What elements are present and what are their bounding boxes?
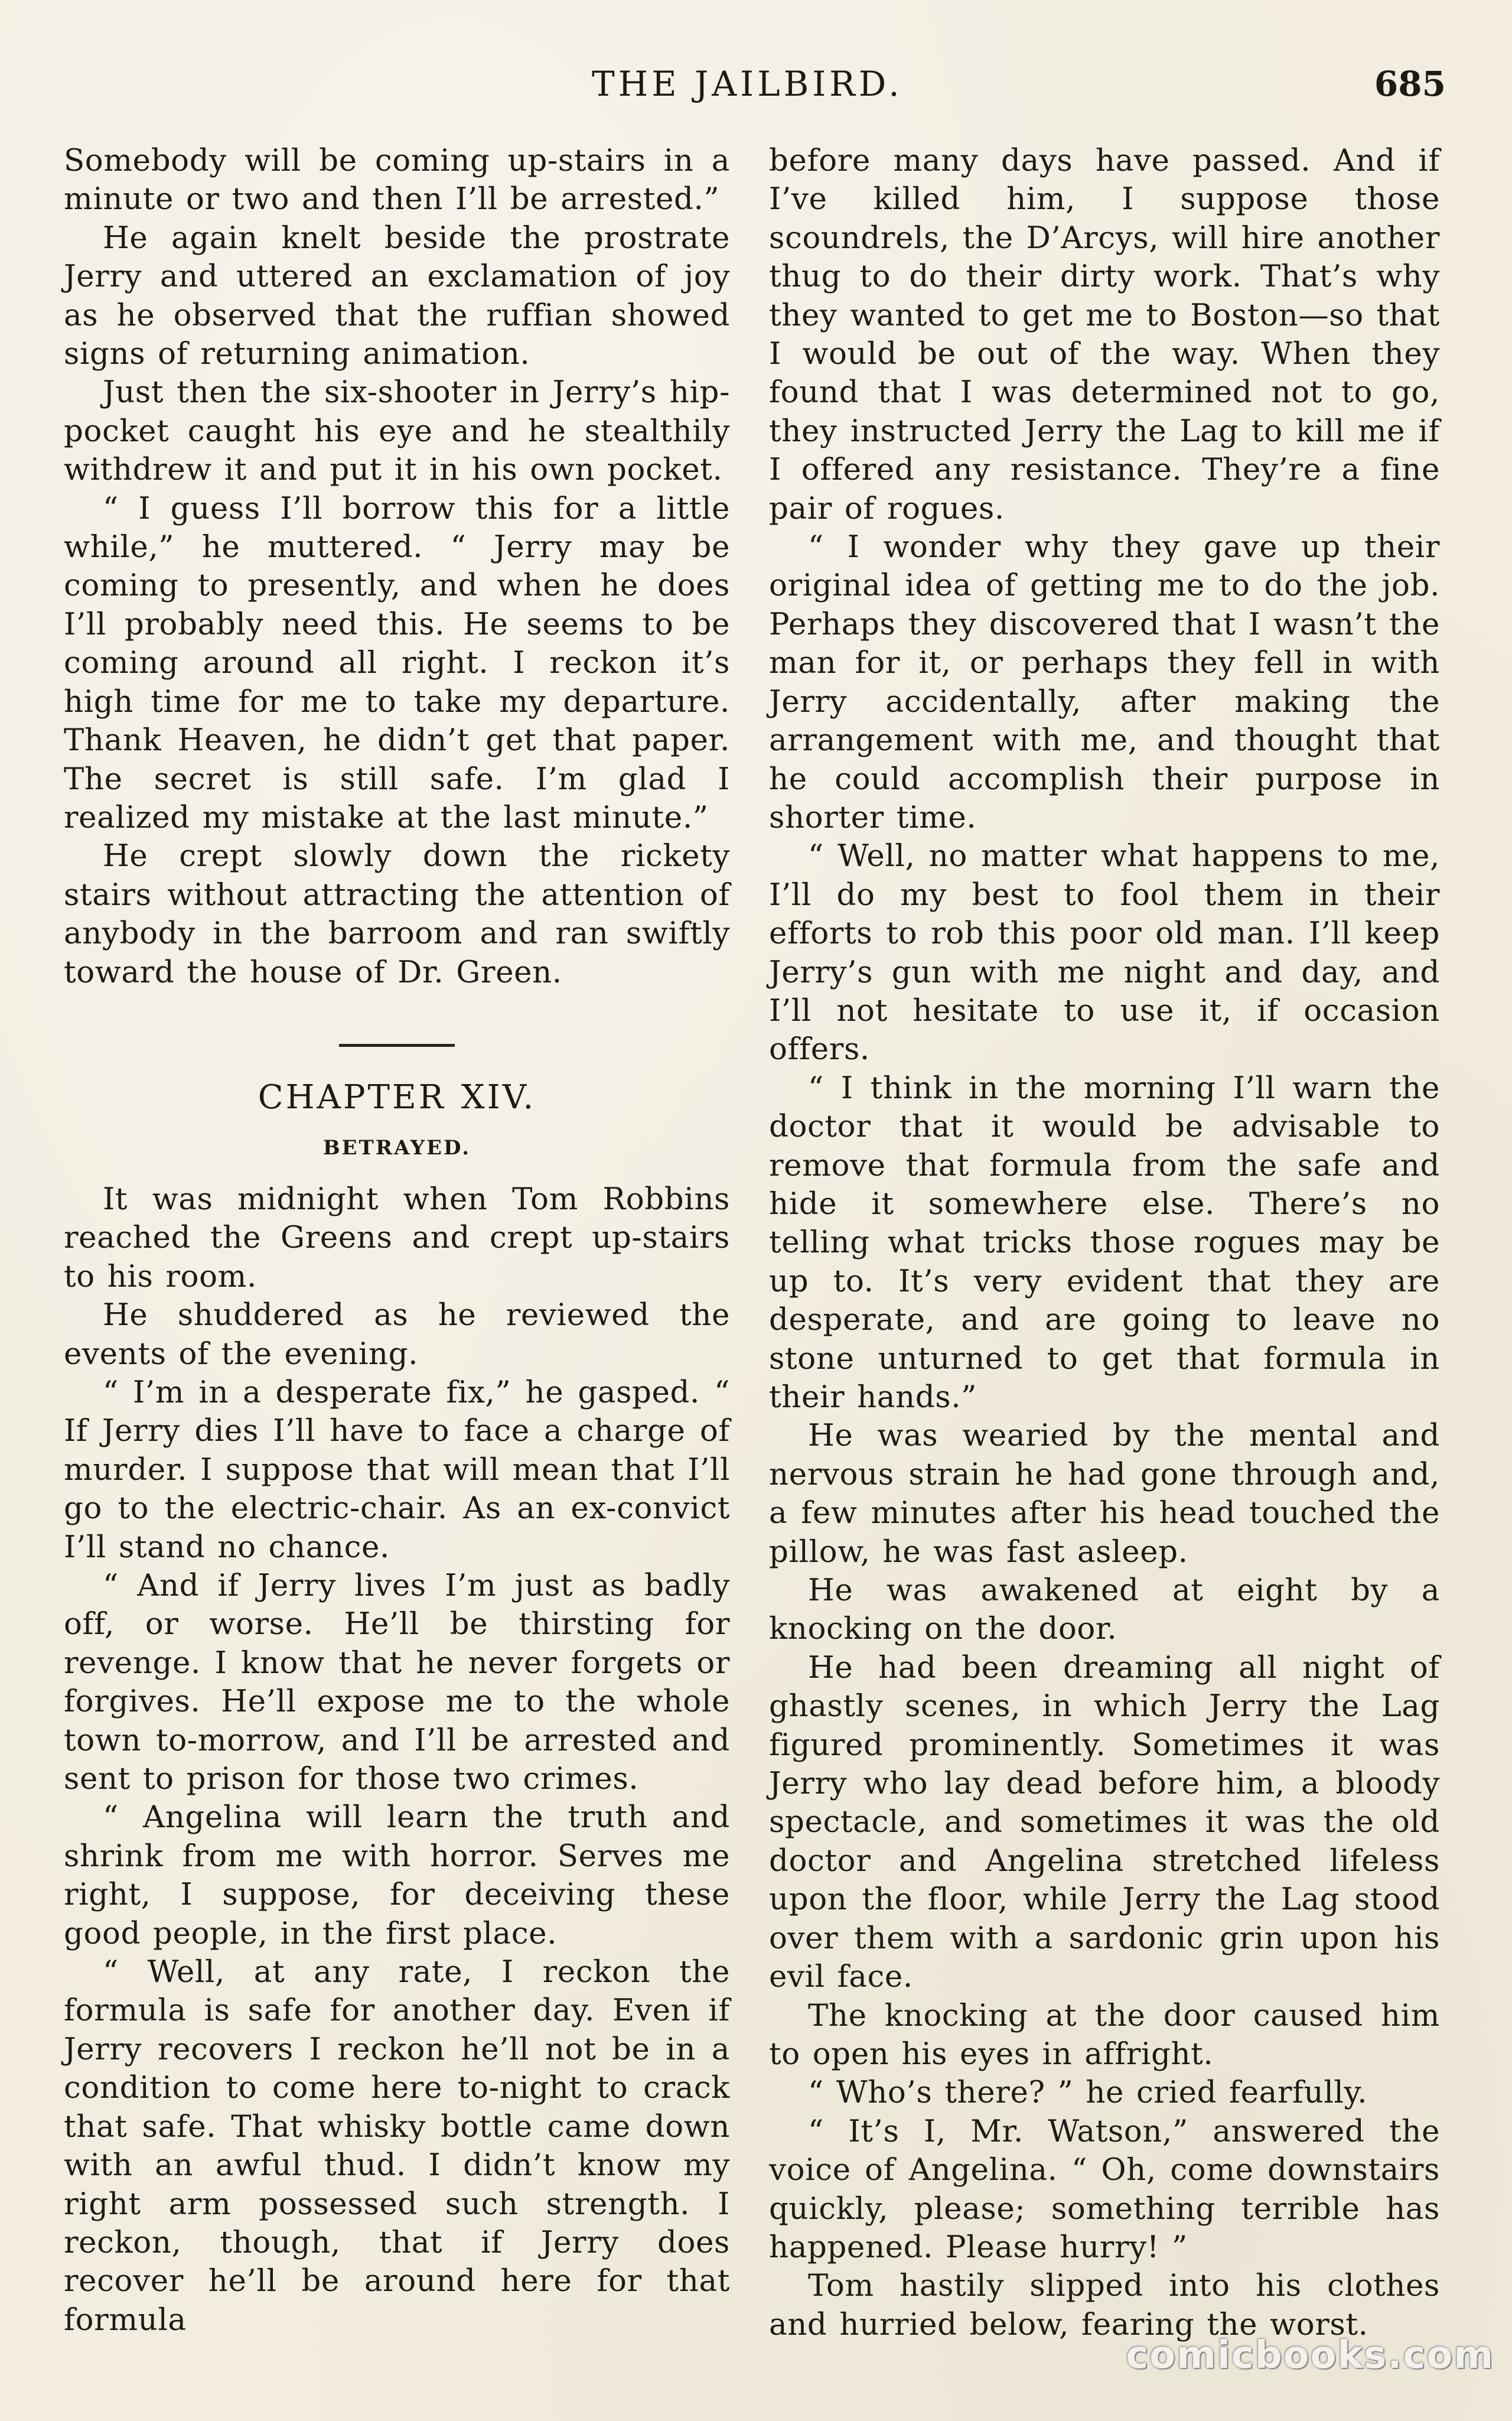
paragraph: “ Who’s there? ” he cried fearfully.	[808, 2075, 1368, 2111]
running-head	[0, 64, 1512, 111]
watermark: comicbooks.com	[1126, 2334, 1494, 2377]
paragraph: It was midnight when Tom Robbins reached the Greens and crept up-stairs to his room.	[64, 1181, 730, 1294]
paragraph: The knocking at the door caused him to open his eyes in affright.	[769, 1997, 1440, 2072]
paragraph: He crept slowly down the rickety stairs without attracting the attention of anybody in the barroom and ran swiftly toward the house of Dr. Green.	[64, 838, 730, 990]
paragraph: “ Well, no matter what happens to me, I’ll do my best to fool them in their efforts to rob this poor old man. I’ll keep Jerry’s gun with me night and day, and I’ll not hesitate to use it, if occasion offers.	[769, 838, 1440, 1068]
paragraph: before many days have passed. And if I’ve killed him, I suppose those scoundrels, the D’Arcys, will hire another thug to do their dirty work. That’s why they wanted to get me to Boston—so that I would be out of the way. When they found that I was determined not to go, they instructed Jerry the Lag to kill me if I offered any resistance. They’re a fine pair of rogues.	[769, 143, 1440, 526]
paragraph: “ And if Jerry lives I’m just as badly off, or worse. He’ll be thirsting for revenge. I know that he never forgets or forgives. He’ll expose me to the whole town to-morrow, and I’ll be arrested and sent to prison for those two crimes.	[64, 1568, 730, 1797]
chapter-subtitle: BETRAYED.	[322, 1135, 471, 1160]
paragraph: “ Well, at any rate, I reckon the formula is safe for another day. Even if Jerry recovers I reckon he’ll not be in a condition to come here to-night to crack that safe. That whisky bottle came down with an awful thud. I didn’t know my right arm possessed such strength. I reckon, though, that if Jerry does recover he’ll be around here for that formula	[64, 1954, 730, 2338]
chapter-title: CHAPTER XIV.	[258, 1078, 536, 1117]
paragraph: Somebody will be coming up-stairs in a minute or two and then I’ll be arrested.”	[64, 143, 730, 217]
paragraph: “ I’m in a desperate fix,” he gasped. “ If Jerry dies I’ll have to face a charge of murder. I suppose that will mean that I’ll go to the electric-chair. As an ex-convict I’ll stand no chance.	[64, 1374, 730, 1565]
paragraph: He had been dreaming all night of ghastly scenes, in which Jerry the Lag figured prominently. Sometimes it was Jerry who lay dead before him, a bloody spectacle, and sometimes it was the old doctor and Angelina stretched lifeless upon the floor, while Jerry the Lag stood over them with a sardonic grin upon his evil face.	[769, 1649, 1440, 1995]
paragraph: “ I think in the morning I’ll warn the doctor that it would be advisable to remove that formula from the safe and hide it somewhere else. There’s no telling what tricks those rogues may be up to. It’s very evident that they are desperate, and are going to leave no stone unturned to get that formula in their hands.”	[769, 1070, 1440, 1415]
paragraph: “ I wonder why they gave up their original idea of getting me to do the job. Perhaps they discovered that I wasn’t the man for it, or perhaps they fell in with Jerry accidentally, after making the arrangement with me, and thought that he could accomplish their purpose in shorter time.	[769, 529, 1440, 835]
paragraph: He again knelt beside the prostrate Jerry and uttered an exclamation of joy as he observed that the ruffian showed signs of returning animation.	[64, 220, 730, 372]
paragraph: “ It’s I, Mr. Watson,” answered the voice of Angelina. “ Oh, come downstairs quickly, please; something terrible has happened. Please hurry! ”	[769, 2113, 1440, 2265]
paragraph: He was wearied by the mental and nervous strain he had gone through and, a few minutes after his head touched the pillow, he was fast asleep.	[769, 1418, 1440, 1570]
right-column	[769, 142, 1440, 2344]
left-column	[64, 142, 730, 2339]
section-divider	[339, 1044, 455, 1047]
page-number: 685	[1374, 64, 1446, 104]
paragraph: Tom hastily slipped into his clothes and hurried below, fearing the worst.	[769, 2268, 1440, 2342]
paragraph: He was awakened at eight by a knocking on the door.	[769, 1573, 1440, 1647]
paragraph: Just then the six-shooter in Jerry’s hip-pocket caught his eye and he stealthily withdrew it and put it in his own pocket.	[64, 375, 730, 488]
paragraph: “ Angelina will learn the truth and shrink from me with horror. Serves me right, I suppose, for deceiving these good people, in the first place.	[64, 1800, 730, 1951]
paragraph: “ I guess I’ll borrow this for a little while,” he muttered. “ Jerry may be coming to presently, and when he does I’ll probably need this. He seems to be coming around all right. I reckon it’s high time for me to take my departure. Thank Heaven, he didn’t get that paper. The secret is still safe. I’m glad I realized my mistake at the last minute.”	[64, 490, 730, 835]
running-title: THE JAILBIRD.	[592, 64, 903, 104]
paragraph: He shuddered as he reviewed the events of the evening.	[64, 1297, 730, 1372]
